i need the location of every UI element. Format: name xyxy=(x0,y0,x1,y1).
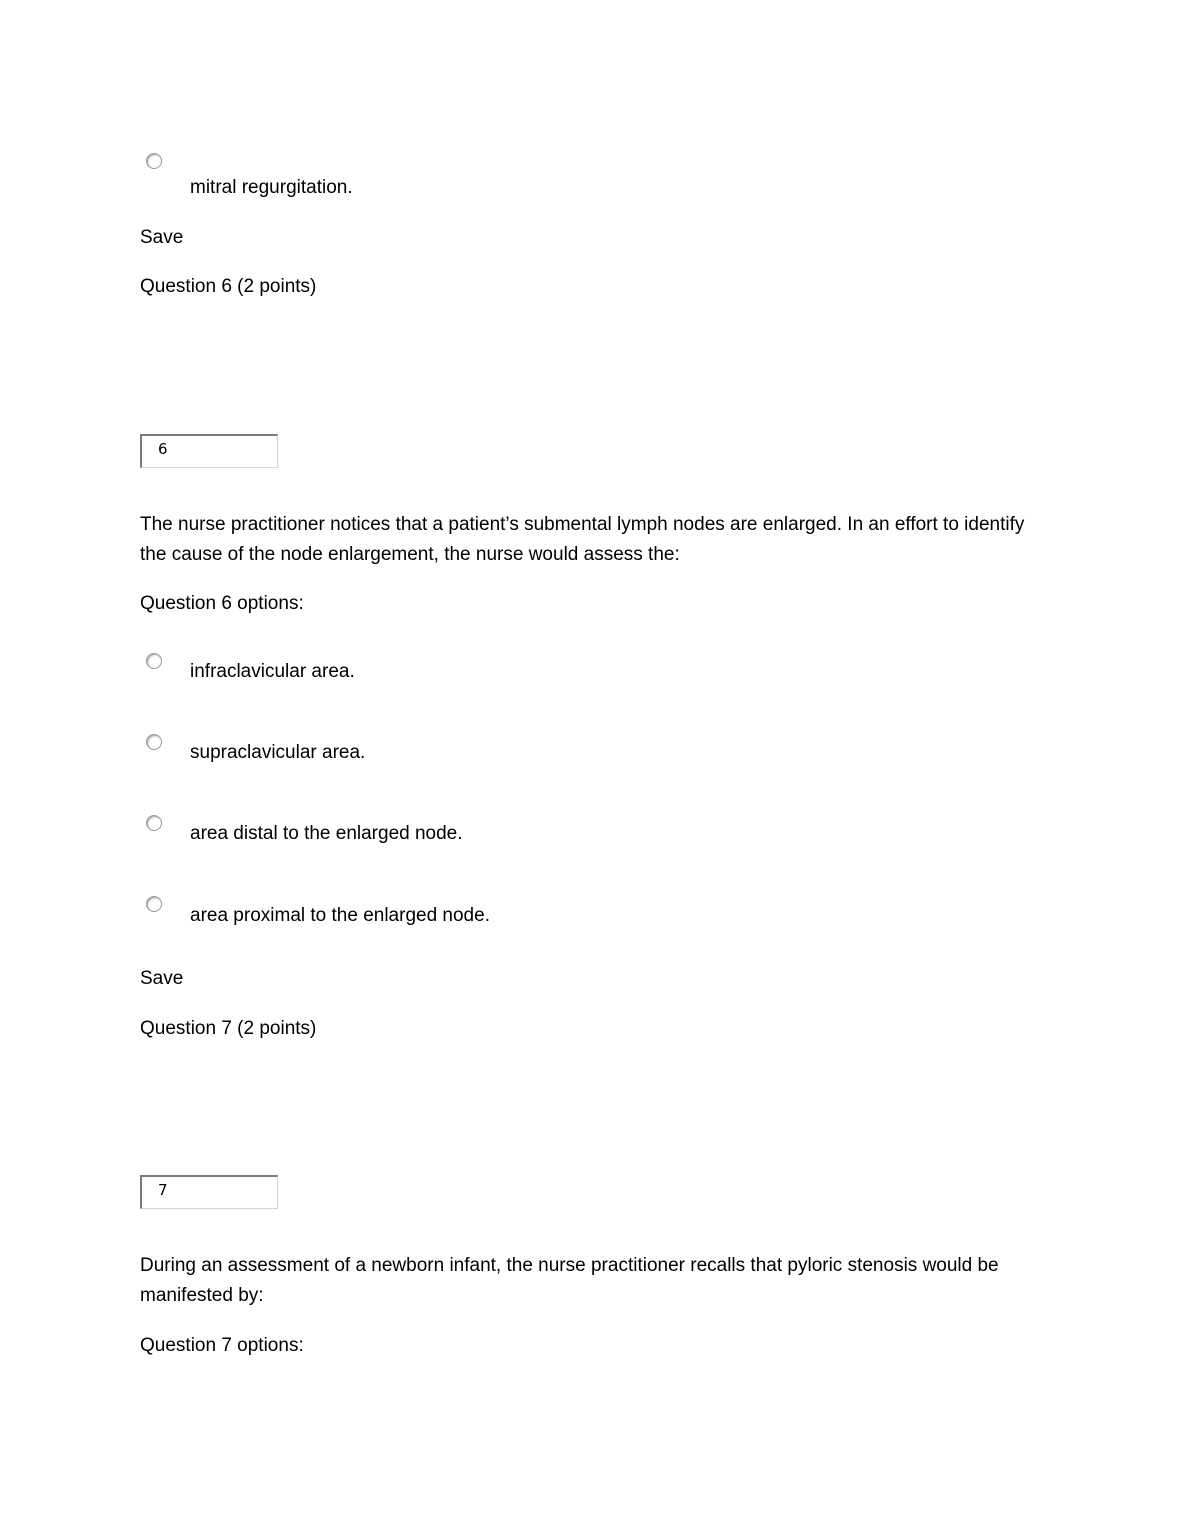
option-label-q6-3: area distal to the enlarged node. xyxy=(190,823,463,844)
question-6-prompt: The nurse practitioner notices that a patient’s submental lymph nodes are enlarged. In an effort to identify the cause of the node enlargement, the nurse would assess the: xyxy=(140,514,1025,565)
radio-button-q6-option-1[interactable] xyxy=(146,653,162,669)
save-button-q5[interactable]: Save xyxy=(140,227,184,248)
radio-button-q5-mitral[interactable] xyxy=(146,153,162,169)
question-6-options-header: Question 6 options: xyxy=(140,593,304,614)
option-label-q5-mitral: mitral regurgitation. xyxy=(190,177,353,198)
option-label-q6-2: supraclavicular area. xyxy=(190,742,366,763)
radio-button-q6-option-3[interactable] xyxy=(146,815,162,831)
question-7-options-header: Question 7 options: xyxy=(140,1335,304,1356)
radio-button-q6-option-2[interactable] xyxy=(146,734,162,750)
save-button-q6[interactable]: Save xyxy=(140,968,184,989)
question-6-number-box: 6 xyxy=(140,434,278,468)
question-7-number-box: 7 xyxy=(140,1175,278,1209)
question-7-header: Question 7 (2 points) xyxy=(140,1018,317,1039)
question-7-prompt: During an assessment of a newborn infant, the nurse practitioner recalls that pyloric stenosis would be manifested by: xyxy=(140,1255,999,1306)
radio-button-q6-option-4[interactable] xyxy=(146,896,162,912)
option-label-q6-1: infraclavicular area. xyxy=(190,661,355,682)
question-6-header: Question 6 (2 points) xyxy=(140,276,317,297)
option-label-q6-4: area proximal to the enlarged node. xyxy=(190,905,490,926)
